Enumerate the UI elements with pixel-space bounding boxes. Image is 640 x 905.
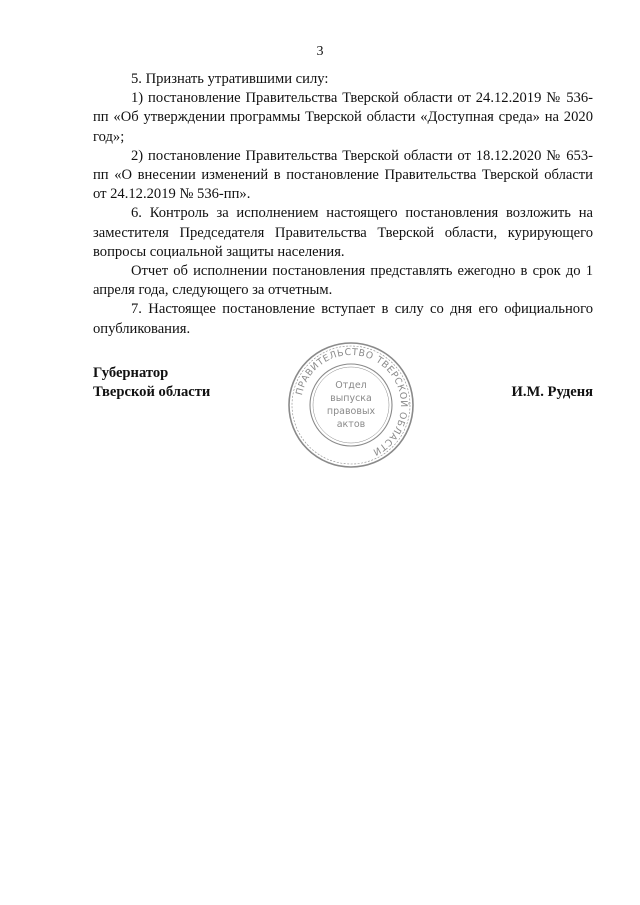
- paragraph-subitem-2: 2) постановление Правительства Тверской области от 18.12.2020 № 653-пп «О внесении изменений в постановление Правительства Тверской области от 24.12.2019 № 536-пп».: [93, 147, 593, 203]
- stamp-center-line-3: правовых: [326, 406, 376, 417]
- page-number: 3: [316, 44, 324, 59]
- signatory-name: И.М. Руденя: [511, 384, 593, 400]
- paragraph-item-5: 5. Признать утратившими силу:: [131, 71, 329, 87]
- signatory-title-line2: Тверской области: [93, 383, 211, 400]
- document-body: [93, 70, 593, 339]
- stamp-center-line-4: актов: [336, 419, 366, 430]
- paragraph-item-7: 7. Настоящее постановление вступает в силу со дня его официального опубликования.: [93, 301, 593, 337]
- signatory-title-line1: Губернатор: [93, 365, 169, 381]
- official-stamp: [286, 340, 416, 470]
- stamp-center-line-1: Отдел: [335, 380, 367, 391]
- paragraph-item-6: 6. Контроль за исполнением настоящего постановления возложить на заместителя Председателя Правительства Тверской области, курирующего вопросы социальной защиты населения.: [93, 205, 593, 260]
- stamp-ring-text: ПРАВИТЕЛЬСТВО ТВЕРСКОЙ ОБЛАСТИ: [294, 346, 410, 458]
- stamp-center-line-2: выпуска: [330, 393, 372, 404]
- signatory-title: [93, 364, 210, 401]
- paragraph-subitem-1: 1) постановление Правительства Тверской области от 24.12.2019 № 536-пп «Об утверждении программы Тверской области «Доступная среда» на 2020 год»;: [93, 90, 593, 145]
- paragraph-report: Отчет об исполнении постановления представлять ежегодно в срок до 1 апреля года, следующего за отчетным.: [93, 263, 593, 299]
